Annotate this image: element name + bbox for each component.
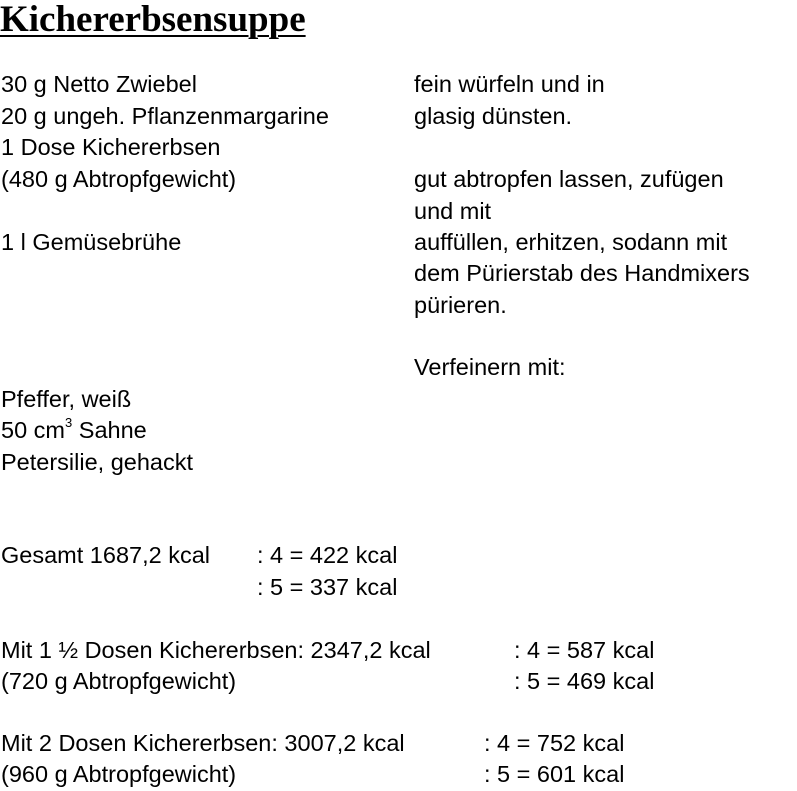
ingredient-cream [1, 415, 147, 446]
variant-1-5-weight: (720 g Abtropfgewicht) [1, 668, 237, 694]
step-line: gut abtropfen lassen, zufügen [414, 166, 724, 192]
ingredient-onion: 30 g Netto Zwiebel [1, 71, 197, 97]
cream-unit-superscript: 3 [65, 415, 73, 431]
cream-label: Sahne [72, 417, 147, 443]
ingredient-chickpeas: 1 Dose Kichererbsen [1, 134, 221, 160]
variant-1-5-per-5: : 5 = 469 kcal [514, 668, 655, 694]
step-line: dem Pürierstab des Handmixers [414, 260, 750, 286]
variant-2-weight: (960 g Abtropfgewicht) [1, 761, 237, 787]
variant-2-per-5: : 5 = 601 kcal [484, 761, 625, 787]
step-line: fein würfeln und in [414, 71, 605, 97]
step-line: und mit [414, 198, 492, 224]
variant-2-label: Mit 2 Dosen Kichererbsen: 3007,2 kcal [1, 730, 405, 756]
ingredient-chickpeas-weight: (480 g Abtropfgewicht) [1, 166, 237, 192]
calories-per-5: : 5 = 337 kcal [257, 574, 398, 600]
step-line: glasig dünsten. [414, 103, 573, 129]
ingredient-margarine: 20 g ungeh. Pflanzenmargarine [1, 103, 329, 129]
variant-1-5-per-4: : 4 = 587 kcal [514, 637, 655, 663]
variant-1-5-label: Mit 1 ½ Dosen Kichererbsen: 2347,2 kcal [1, 637, 431, 663]
step-line: pürieren. [414, 292, 507, 318]
refine-heading: Verfeinern mit: [414, 354, 566, 380]
ingredient-parsley: Petersilie, gehackt [1, 449, 194, 475]
recipe-title: Kichererbsensuppe [0, 0, 306, 40]
variant-2-per-4: : 4 = 752 kcal [484, 730, 625, 756]
cream-amount: 50 cm [1, 417, 65, 443]
calories-total: Gesamt 1687,2 kcal [1, 542, 210, 568]
step-line: auffüllen, erhitzen, sodann mit [414, 229, 728, 255]
calories-per-4: : 4 = 422 kcal [257, 542, 398, 568]
ingredient-pepper: Pfeffer, weiß [1, 386, 132, 412]
ingredient-broth: 1 l Gemüsebrühe [1, 229, 182, 255]
